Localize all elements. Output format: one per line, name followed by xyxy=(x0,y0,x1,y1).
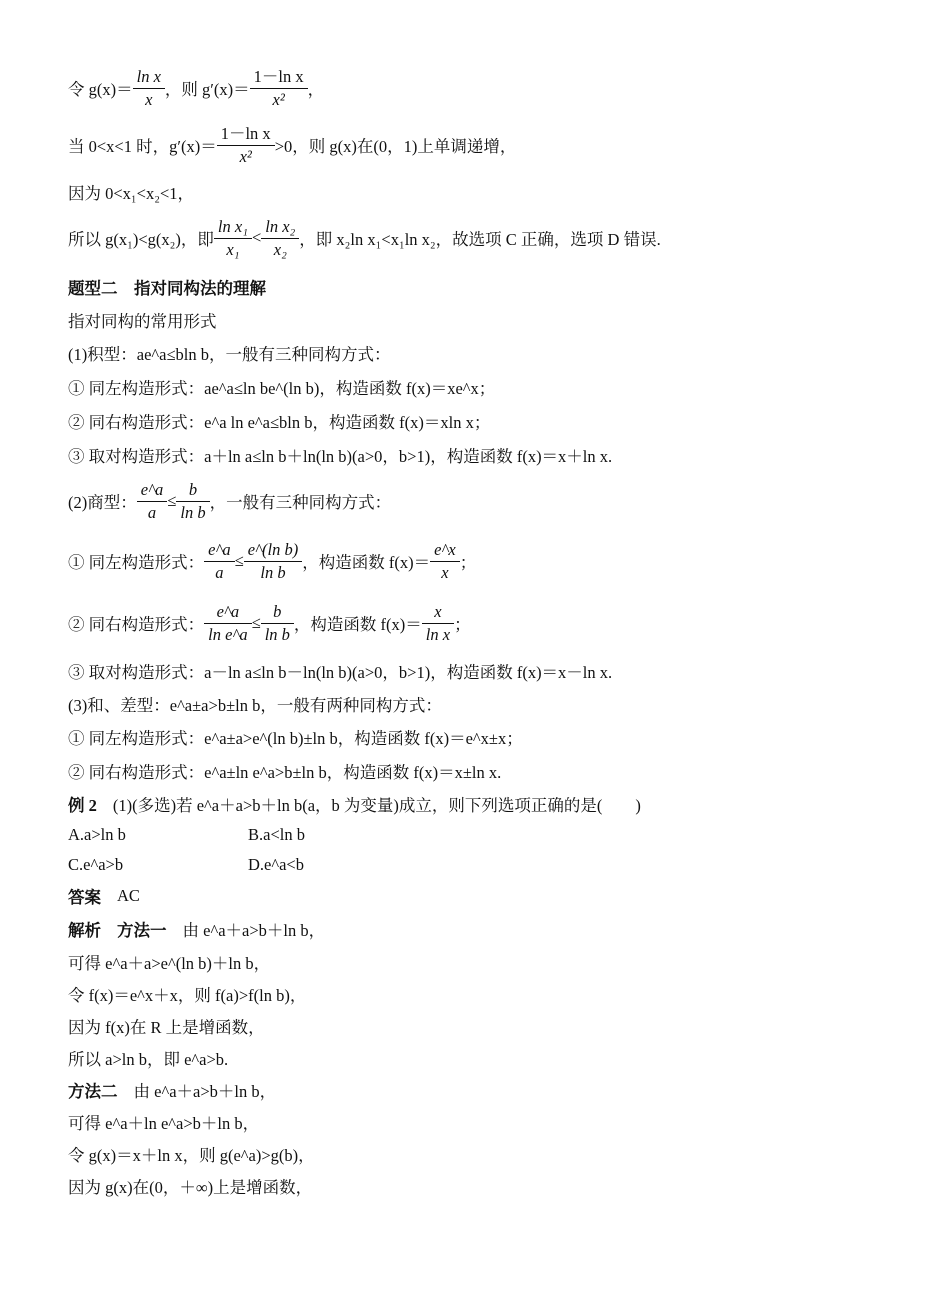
numerator: e^x xyxy=(434,539,456,559)
monotone-line xyxy=(68,114,908,176)
section-title xyxy=(68,270,908,304)
sum-type xyxy=(68,688,908,720)
text: ② 同右构造形式：e^a±ln e^a>b±ln b，构造函数 f(x)＝x±ln x. xyxy=(68,763,502,782)
numerator: e^(ln b) xyxy=(247,539,299,559)
text: ① 同左构造形式： xyxy=(68,553,205,572)
numerator: 1－ln x xyxy=(220,123,271,143)
text: ② 同右构造形式：e^a ln e^a≤bln b，构造函数 f(x)＝xln x； xyxy=(68,413,491,432)
text: 可得 e^a＋a>e^(ln b)＋ln b， xyxy=(68,954,271,973)
denominator: x xyxy=(430,561,460,583)
option-b: B.a<ln b xyxy=(248,825,305,844)
text: 指对同构的常用形式 xyxy=(68,312,217,331)
numerator: e^a xyxy=(208,539,231,559)
solution-m1-l4 xyxy=(68,1010,908,1042)
text: ，一般有三种同构方式： xyxy=(209,493,392,512)
solution-label: 解析 xyxy=(68,921,101,940)
text: 所以 a>ln b，即 e^a>b. xyxy=(68,1050,229,1069)
product-log xyxy=(68,438,908,472)
solution-m1-l3 xyxy=(68,978,908,1010)
solution-m1-l1 xyxy=(68,912,908,946)
example-label: 例 2 xyxy=(68,796,97,815)
fraction xyxy=(219,124,273,167)
text: 令 f(x)＝e^x＋x，则 f(a)>f(ln b)， xyxy=(68,986,307,1005)
answer-line xyxy=(68,880,908,912)
product-left xyxy=(68,370,908,404)
text: ③ 取对构造形式：a－ln a≤ln b－ln(ln b)(a>0，b>1)，构造函数 f(x)＝x－ln x. xyxy=(68,663,613,682)
numerator: ln x xyxy=(136,66,161,86)
text: ； xyxy=(454,615,471,634)
solution-m2-l1 xyxy=(68,1074,908,1106)
fraction xyxy=(246,540,300,583)
method-label: 方法二 xyxy=(68,1082,118,1101)
text: ，构造函数 f(x)＝ xyxy=(293,615,422,634)
sum-left xyxy=(68,720,908,754)
numerator: x xyxy=(434,601,442,621)
solution-m1-l5 xyxy=(68,1042,908,1074)
quotient-left xyxy=(68,530,908,592)
quotient-right xyxy=(68,592,908,654)
text: 当 0<x<1 时，g′(x)＝ xyxy=(68,137,217,156)
text: (2)商型： xyxy=(68,493,137,512)
method-label: 方法一 xyxy=(117,921,167,940)
text: 令 g(x)＝ xyxy=(68,80,133,99)
text: 由 e^a＋a>b＋ln b， xyxy=(182,921,326,940)
deriv-line xyxy=(68,62,908,114)
fraction xyxy=(424,602,452,645)
options-row-2 xyxy=(68,850,908,880)
denominator: a xyxy=(137,501,168,523)
text: 因为 0<x₁<x₂<1， xyxy=(68,184,195,203)
text: ，构造函数 f(x)＝ xyxy=(302,553,431,572)
denominator: x² xyxy=(250,88,308,110)
fraction xyxy=(263,217,297,260)
quotient-log xyxy=(68,654,908,688)
option-c: C.e^a>b xyxy=(68,855,124,874)
denominator: ln b xyxy=(244,561,302,583)
denominator: x² xyxy=(217,145,275,167)
solution-m2-l4 xyxy=(68,1170,908,1202)
option-a: A.a>ln b xyxy=(68,825,126,844)
fraction xyxy=(432,540,458,583)
fraction xyxy=(216,217,250,260)
text: >0，则 g(x)在(0，1)上单调递增， xyxy=(274,137,517,156)
text: 令 g(x)＝x＋ln x，则 g(e^a)>g(b)， xyxy=(68,1146,315,1165)
fraction xyxy=(263,602,292,645)
text: ； xyxy=(459,553,477,572)
fraction xyxy=(135,67,163,110)
text: (1)(多选)若 e^a＋a>b＋ln b(a，b 为变量)成立，则下列选项正确的是( ) xyxy=(112,796,641,815)
text: < xyxy=(251,228,262,247)
product-right xyxy=(68,404,908,438)
answer-label: 答案 xyxy=(68,888,101,907)
text: ≤ xyxy=(167,491,177,510)
denominator: ln e^a xyxy=(204,623,252,645)
denominator: x xyxy=(133,88,165,110)
text: 可得 e^a＋ln e^a>b＋ln b， xyxy=(68,1114,260,1133)
text: ，即 x₂ln x₁<x₁ln x₂，故选项 C 正确，选项 D 错误. xyxy=(299,230,661,249)
text: 所以 g(x₁)<g(x₂)，即 xyxy=(68,230,214,249)
text: ，则 g′(x)＝ xyxy=(164,80,250,99)
solution-m2-l2 xyxy=(68,1106,908,1138)
option-d: D.e^a<b xyxy=(248,855,304,874)
fraction xyxy=(139,480,166,523)
denominator: x₂ xyxy=(261,238,299,260)
section-heading: 题型二 指对同构法的理解 xyxy=(68,279,266,298)
numerator: 1－ln x xyxy=(253,66,304,86)
conclusion-line xyxy=(68,208,908,268)
text: 因为 f(x)在 R 上是增函数， xyxy=(68,1018,265,1037)
numerator: b xyxy=(188,479,198,499)
order-line xyxy=(68,176,908,208)
fraction xyxy=(206,540,233,583)
solution-m1-l2 xyxy=(68,946,908,978)
numerator: b xyxy=(273,601,282,621)
denominator: ln x xyxy=(422,623,454,645)
numerator: e^a xyxy=(216,601,240,621)
text: (1)积型：ae^a≤bln b，一般有三种同构方式： xyxy=(68,345,391,364)
numerator: e^a xyxy=(140,479,164,499)
text: ② 同右构造形式： xyxy=(68,615,205,634)
answer-value: AC xyxy=(117,886,140,905)
text: ③ 取对构造形式：a＋ln a≤ln b＋ln(ln b)(a>0，b>1)，构造函数 f(x)＝x＋ln x. xyxy=(68,447,613,466)
text: 因为 g(x)在(0，＋∞)上是增函数， xyxy=(68,1178,313,1197)
text: 由 e^a＋a>b＋ln b， xyxy=(133,1082,277,1101)
text: ≤ xyxy=(251,613,261,632)
section-subtitle xyxy=(68,304,908,336)
quotient-type xyxy=(68,472,908,530)
fraction xyxy=(252,67,306,110)
numerator: ln x₁ xyxy=(217,216,248,236)
document-page xyxy=(68,62,908,1202)
denominator: ln b xyxy=(261,623,294,645)
text: ① 同左构造形式：ae^a≤ln be^(ln b)，构造函数 f(x)＝xe^x； xyxy=(68,379,496,398)
fraction xyxy=(206,602,250,645)
fraction xyxy=(178,480,207,523)
text: ≤ xyxy=(234,551,244,570)
text: (3)和、差型：e^a±a>b±ln b，一般有两种同构方式： xyxy=(68,696,442,715)
options-row-1 xyxy=(68,820,908,850)
denominator: a xyxy=(204,561,235,583)
text: ① 同左构造形式：e^a±a>e^(ln b)±ln b，构造函数 f(x)＝e^x±x； xyxy=(68,729,523,748)
sum-right xyxy=(68,754,908,788)
text: ， xyxy=(307,80,325,99)
product-type xyxy=(68,336,908,370)
numerator: ln x₂ xyxy=(265,216,296,236)
example-question xyxy=(68,788,908,820)
denominator: ln b xyxy=(176,501,209,523)
solution-m2-l3 xyxy=(68,1138,908,1170)
denominator: x₁ xyxy=(214,238,252,260)
